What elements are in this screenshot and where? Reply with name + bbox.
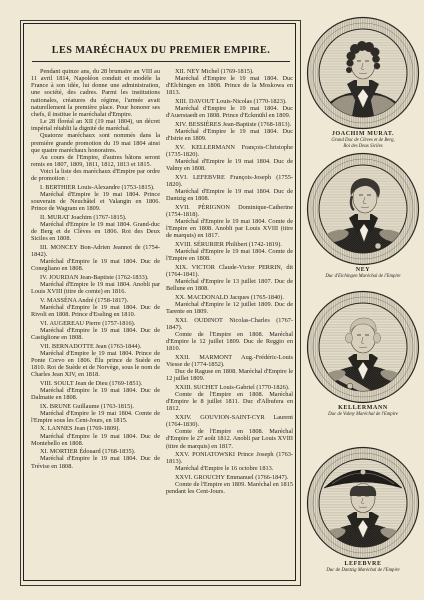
- text-column-right: [166, 68, 293, 495]
- marshal-details: Maréchal d'Empire le 19 mai 1804. Anobli par Louis XVIII (titre de comte) en 1816.: [31, 281, 160, 296]
- marshal-entry: [166, 264, 293, 293]
- marshal-details: Maréchal d'Empire le 19 mai 1804. Duc de Dantzig en 1808.: [166, 188, 293, 203]
- marshal-entry: [166, 204, 293, 240]
- marshal-heading: IX. BRUNE Guillaume (1763-1815).: [40, 402, 134, 410]
- marshal-heading: II. MURAT Joachim (1767-1815).: [40, 213, 127, 221]
- marshal-details: Maréchal d'Empire le 19 mai 1804. Comte de l'Empire sous les Cent-Jours, en 1815.: [31, 409, 160, 424]
- marshal-details: Comte de l'Empire en 1808. Maréchal d'Empire le 8 juillet 1811. Duc d'Albufera en 1812.: [166, 391, 293, 413]
- marshal-heading: X. LANNES Jean (1769-1809).: [40, 425, 120, 433]
- marshal-details: Maréchal d'Empire le 16 octobre 1813.: [175, 465, 274, 473]
- portrait-title-line: Grand Duc de Clèves et de Berg,: [331, 138, 395, 143]
- marshal-entry: [166, 294, 293, 315]
- kellermann-engraving-image: [306, 290, 420, 404]
- marshal-heading: XVI. LEFEBVRE François-Joseph (1755-1820).: [166, 173, 293, 188]
- intro-paragraph: Quatorze maréchaux sont nommés dans la première grande promotion du 19 mai 1804 ainsi que quatre maréchaux honoraires.: [31, 132, 160, 154]
- marshal-heading: XXIV. GOUVION-SAINT-CYR Laurent (1764-1830).: [166, 413, 293, 429]
- marshal-details: Maréchal d'Empire le 19 mai 1804. Prince de Ponte Corvo en 1806. Élu prince de Suède en 1810. Roi de Suède et de Norvège, sous le nom de Charles Jean XIV, en 1818.: [31, 349, 160, 379]
- portrait-title-line: Duc de Valmy Maréchal de l'Empire: [328, 412, 398, 417]
- portrait-lefebvre: [306, 446, 420, 574]
- marshal-details: Maréchal d'Empire le 19 mai 1804. Duc de Conegliano en 1808.: [31, 258, 160, 273]
- portrait-title-line: Duc de Dantzig Maréchal de l'Empire: [326, 568, 400, 573]
- marshal-heading: XX. MACDONALD Jacques (1765-1840).: [175, 293, 284, 301]
- marshal-heading: XIV. BESSIÈRES Jean-Baptiste (1768-1813).: [175, 120, 292, 128]
- marshal-entry: [31, 343, 160, 379]
- marshal-heading: VII. BERNADOTTE Jean (1763-1844).: [40, 342, 142, 350]
- intro-paragraph: Pendant quinze ans, du 28 brumaire an VIII au 11 avril 1814, Napoléon conduit et modèle la France à son idée, lui donne une administration, une société, des cadres. Parmi les institutions nationales, créatures du régime, l'armée avait naturellement la première place. Pour honorer ses chefs, il institue le maréchalat d'Empire.: [31, 68, 160, 118]
- marshal-details: Maréchal d'Empire le 19 mai 1804. Duc de Rivoli en 1808. Prince d'Essling en 1810.: [31, 303, 160, 319]
- marshal-details: Comte de l'Empire en 1809. Maréchal en 1815 pendant les Cent-Jours.: [166, 481, 293, 496]
- marshal-heading: III. MONCEY Bon-Adrien Jeannot de (1754-1842).: [31, 243, 160, 259]
- marshal-details: Maréchal d'Empire le 12 juillet 1809. Duc de Tarente en 1809.: [166, 300, 293, 316]
- marshal-entry: [166, 144, 293, 173]
- marshal-details: Maréchal d'Empire le 19 mai 1804. Duc de Valmy en 1808.: [166, 158, 293, 173]
- marshal-entry: [166, 451, 293, 472]
- marshal-entry: [166, 384, 293, 413]
- marshal-heading: V. MASSÉNA André (1758-1817).: [40, 296, 129, 304]
- marshal-heading: XVII. PÉRIGNON Dominique-Catherine (1754-1818).: [166, 203, 293, 218]
- document-title: LES MARÉCHAUX DU PREMIER EMPIRE.: [51, 45, 271, 56]
- marshal-entry: [166, 241, 293, 262]
- intro-paragraph: Le 28 floréal an XII (19 mai 1804), un décret impérial rétablit la dignité de maréchal.: [31, 118, 160, 133]
- marshal-details: Maréchal d'Empire le 19 mai 1804. Comte de l'Empire en 1808. Anobli par Louis XVIII (titre de marquis) en 1817.: [166, 218, 293, 240]
- marshal-entry: [31, 425, 160, 446]
- marshal-details: Comte de l'Empire en 1808. Maréchal d'Empire le 27 août 1812. Anobli par Louis XVIII (titre de marquis) en 1817.: [166, 428, 293, 450]
- portrait-name: KELLERMANN: [338, 405, 388, 411]
- marshal-heading: XXV. PONIATOWSKI Prince Joseph (1763-1813).: [166, 451, 293, 466]
- portrait-name: JOACHIM MURAT.: [331, 131, 395, 137]
- marshal-entry: [31, 244, 160, 273]
- marshal-details: Maréchal d'Empire le 19 mai 1804. Duc d'Auerstaedt en 1808. Prince d'Eckmühl en 1809.: [166, 105, 293, 120]
- marshal-entry: [31, 184, 160, 213]
- marshal-entry: [31, 320, 160, 341]
- portrait-title-line: Duc d'Elchingen Maréchal de l'Empire: [325, 274, 401, 279]
- marshal-details: Maréchal d'Empire le 19 mai 1804. Comte de l'Empire en 1808.: [166, 248, 293, 263]
- marshal-entry: [166, 68, 293, 97]
- marshal-entry: [31, 448, 160, 469]
- marshal-entry: [31, 297, 160, 318]
- marshal-heading: IV. JOURDAN Jean-Baptiste (1762-1833).: [40, 273, 149, 281]
- marshal-heading: XXII. MARMONT Aug.-Frédéric-Louis Viesse de (1774-1852).: [166, 353, 293, 368]
- title-rule: [32, 61, 290, 62]
- marshal-entry: [166, 121, 293, 142]
- portrait-name: LEFEBVRE: [344, 561, 382, 567]
- marshal-heading: XXIII. SUCHET Louis-Gabriel (1770-1826).: [175, 383, 290, 391]
- marshal-details: Maréchal d'Empire le 19 mai 1804. Duc de Dalmatie en 1808.: [31, 386, 160, 401]
- intro-paragraph: Voici la liste des maréchaux d'Empire par ordre de promotion :: [31, 168, 160, 183]
- marshal-details: Maréchal d'Empire le 19 mai 1804. Duc d'Elchingen en 1808. Prince de la Moskowa en 1813.: [166, 75, 293, 97]
- marshal-entry: [166, 414, 293, 450]
- portrait-name: NEY: [355, 267, 371, 273]
- marshal-heading: XVIII. SÉRURIER Philibert (1742-1819).: [175, 240, 282, 248]
- portrait-murat: [306, 16, 420, 149]
- marshal-entry: [166, 317, 293, 353]
- marshal-entry: [31, 403, 160, 424]
- marshal-details: Maréchal d'Empire le 19 mai 1804. Duc de Castiglione en 1808.: [31, 326, 160, 341]
- marshal-details: Maréchal d'Empire le 19 mai 1804. Prince souverain de Neuchâtel et Valangin en 1806. Prince de Wagram en 1809.: [31, 191, 160, 213]
- marshal-heading: XXVI. GROUCHY Emmanuel (1766-1847).: [175, 473, 289, 481]
- portrait-ney: [306, 152, 420, 280]
- marshal-heading: XV. KELLERMANN François-Christophe (1735-1820).: [166, 143, 293, 158]
- marshal-entry: [31, 380, 160, 401]
- marshal-entry: [166, 354, 293, 383]
- marshal-details: Comte de l'Empire en 1808. Maréchal d'Empire le 12 juillet 1809. Duc de Reggio en 1810.: [166, 330, 293, 353]
- marshal-entry: [31, 274, 160, 295]
- marshal-entry: [166, 174, 293, 203]
- marshal-heading: XI. MORTIER Édouard (1768-1835).: [40, 448, 136, 456]
- marshal-heading: I. BERTHIER Louis-Alexandre (1753-1815).: [40, 183, 155, 191]
- marshal-details: Duc de Raguse en 1808. Maréchal d'Empire le 12 juillet 1809.: [166, 368, 293, 383]
- intro-paragraph: Au cours de l'Empire, d'autres bâtons seront remis en 1807, 1809, 1811, 1812, 1813 et 1815.: [31, 153, 160, 169]
- marshal-entry: [166, 474, 293, 495]
- ney-engraving-image: [306, 152, 420, 266]
- marshal-details: Maréchal d'Empire le 19 mai 1804. Duc de Montebello en 1808.: [31, 432, 160, 447]
- marshal-entry: [31, 214, 160, 243]
- marshal-entry: [166, 98, 293, 119]
- marshal-heading: XII. NEY Michel (1769-1815).: [175, 68, 254, 75]
- marshal-heading: XIX. VICTOR Claude-Victor PERRIN, dit (1764-1841).: [166, 263, 293, 278]
- marshal-details: Maréchal d'Empire le 19 mai 1804. Grand-duc de Berg et de Clèves en 1806. Roi des Deux Siciles en 1808.: [31, 221, 160, 243]
- marshal-heading: XXI. OUDINOT Nicolas-Charles (1767-1847).: [166, 316, 293, 331]
- marshal-heading: XIII. DAVOUT Louis-Nicolas (1770-1823).: [175, 98, 287, 106]
- introduction: [31, 68, 160, 183]
- text-column-left: [31, 68, 160, 470]
- marshal-details: Maréchal d'Empire le 13 juillet 1807. Duc de Bellune en 1808.: [166, 278, 293, 293]
- portrait-kellermann: [306, 290, 420, 418]
- murat-engraving-image: [306, 16, 420, 130]
- portrait-title-line: Roi des Deux Siciles: [343, 143, 383, 149]
- marshal-heading: VI. AUGEREAU Pierre (1757-1816).: [40, 319, 136, 327]
- marshal-heading: VIII. SOULT Jean de Dieu (1769-1851).: [40, 379, 143, 387]
- marshal-details: Maréchal d'Empire le 19 mai 1804. Duc de Trévise en 1808.: [31, 455, 160, 470]
- marshal-details: Maréchal d'Empire le 19 mai 1804. Duc d'Istrie en 1809.: [166, 128, 293, 143]
- lefebvre-engraving-image: [306, 446, 420, 560]
